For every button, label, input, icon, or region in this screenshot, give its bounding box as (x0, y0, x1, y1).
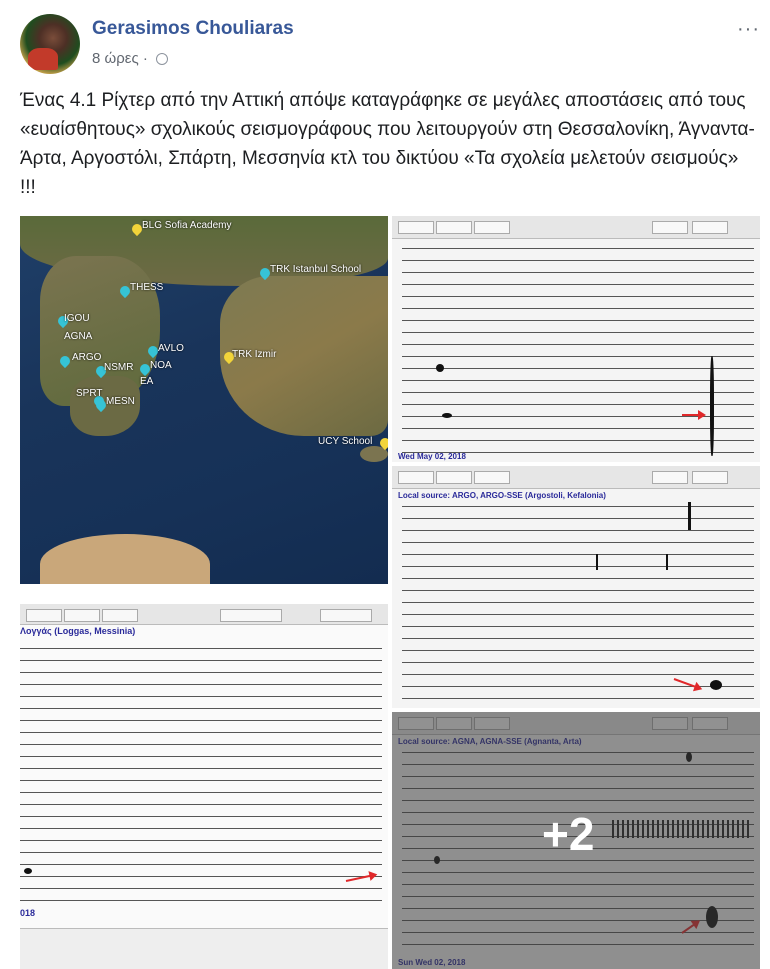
event-mark (596, 554, 598, 570)
post-text: Ένας 4.1 Ρίχτερ από την Αττική απόψε καταγράφηκε σε μεγάλες αποστάσεις από τους «ευαίσθητους» σχολικούς σεισμογράφους που λειτουργούν στη Θεσσαλονίκη, Άγναντα-Άρτα, Αργοστόλι, Σπάρτη, Μεσσηνία κτλ του δικτύου «Τα σχολεία μελετούν σεισμούς» !!! (20, 90, 755, 198)
label-blg: BLG Sofia Academy (142, 220, 232, 231)
post-header (20, 12, 760, 74)
seismic-trace (20, 804, 382, 805)
label-thess: THESS (130, 282, 164, 293)
map-photo[interactable] (20, 216, 388, 584)
seismic-trace (402, 248, 754, 249)
seismic-trace (20, 828, 382, 829)
event-mark (442, 413, 452, 418)
event-mark (666, 554, 668, 570)
seismic-trace (402, 518, 754, 519)
toolbar-button[interactable] (692, 471, 728, 484)
label-argo: ARGO (72, 352, 102, 363)
seismic-trace (20, 708, 382, 709)
seismic-trace (402, 638, 754, 639)
seismic-trace (402, 614, 754, 615)
earthquake-signal (710, 680, 722, 690)
seismic-trace (402, 566, 754, 567)
seismogram-top[interactable] (392, 216, 760, 462)
seismic-trace (402, 440, 754, 441)
seismic-trace (402, 662, 754, 663)
seismogram-loggas[interactable] (20, 604, 388, 969)
land-africa (40, 534, 210, 584)
seismic-trace (402, 380, 754, 381)
seismic-trace (20, 840, 382, 841)
seismic-trace (402, 698, 754, 699)
seismic-trace (20, 792, 382, 793)
red-arrow (682, 414, 704, 416)
seismic-trace (402, 578, 754, 579)
label-mesn: MESN (106, 396, 135, 407)
seismic-trace (20, 744, 382, 745)
seismic-trace (20, 672, 382, 673)
event-mark (24, 868, 32, 874)
seismic-trace (20, 876, 382, 877)
seismic-trace (20, 660, 382, 661)
seismic-trace (402, 530, 754, 531)
seismic-trace (402, 542, 754, 543)
event-mark (436, 364, 444, 372)
seismic-trace (402, 296, 754, 297)
seismic-trace (20, 696, 382, 697)
seismic-trace (402, 284, 754, 285)
seismic-trace (20, 816, 382, 817)
seismic-trace (402, 368, 754, 369)
toolbar-button[interactable] (320, 609, 372, 622)
seismic-trace (20, 720, 382, 721)
label-sprt: SPRT (76, 388, 103, 399)
toolbar-button[interactable] (692, 221, 728, 234)
toolbar-button[interactable] (436, 471, 472, 484)
toolbar-button[interactable] (102, 609, 138, 622)
seismo-toolbar (392, 466, 760, 489)
seismic-trace (402, 590, 754, 591)
seismic-trace (402, 308, 754, 309)
more-options-button[interactable]: ··· (737, 18, 760, 40)
toolbar-button[interactable] (220, 609, 282, 622)
red-arrow (346, 874, 376, 882)
seismic-trace (20, 888, 382, 889)
seismic-trace (402, 650, 754, 651)
toolbar-button[interactable] (652, 221, 688, 234)
toolbar-button[interactable] (436, 221, 472, 234)
seismic-trace (402, 554, 754, 555)
seismic-trace (20, 900, 382, 901)
seismo-source-argo: Local source: ARGO, ARGO-SSE (Argostoli, Kefalonia) (398, 491, 606, 500)
seismic-trace (20, 852, 382, 853)
red-arrow (674, 678, 701, 689)
seismic-trace (20, 780, 382, 781)
seismic-trace (20, 756, 382, 757)
label-igou: IGOU (64, 313, 90, 324)
toolbar-button[interactable] (474, 221, 510, 234)
seismic-trace (402, 404, 754, 405)
post-time[interactable]: 8 ώρες · (92, 50, 148, 67)
toolbar-button[interactable] (64, 609, 100, 622)
seismic-trace (20, 648, 382, 649)
label-agna: AGNA (64, 331, 93, 342)
author-name[interactable]: Gerasimos Chouliaras (92, 18, 294, 39)
post-meta (92, 50, 168, 67)
toolbar-button[interactable] (474, 471, 510, 484)
photo-grid (20, 216, 770, 969)
seismic-trace (20, 732, 382, 733)
label-trk-izmir: TRK Izmir (232, 349, 277, 360)
seismic-trace (20, 684, 382, 685)
seismo-year-loggas: 018 (20, 908, 36, 918)
toolbar-button[interactable] (26, 609, 62, 622)
seismic-trace (402, 320, 754, 321)
seismic-trace (402, 272, 754, 273)
time-axis (20, 928, 388, 969)
seismic-trace (402, 260, 754, 261)
label-ea: EA (140, 376, 154, 387)
seismo-source-loggas: Λογγάς (Loggas, Messinia) (20, 626, 136, 636)
seismic-trace (402, 356, 754, 357)
seismic-trace (402, 626, 754, 627)
seismic-trace (402, 602, 754, 603)
label-trk-istanbul: TRK Istanbul School (270, 264, 362, 275)
label-noa: NOA (150, 360, 172, 371)
seismic-trace (402, 428, 754, 429)
avatar[interactable] (20, 14, 80, 74)
seismogram-agna[interactable] (392, 712, 760, 969)
seismic-trace (402, 332, 754, 333)
event-mark (688, 502, 691, 530)
label-avlo: AVLO (158, 343, 184, 354)
seismo-toolbar (392, 216, 760, 239)
seismic-trace (20, 864, 382, 865)
more-photos-count[interactable]: +2 (542, 808, 595, 860)
globe-icon (156, 53, 168, 65)
seismogram-argo[interactable] (392, 466, 760, 708)
toolbar-button[interactable] (398, 221, 434, 234)
seismic-trace (20, 768, 382, 769)
label-ucy: UCY School (318, 436, 373, 447)
earthquake-signal (710, 356, 714, 456)
toolbar-button[interactable] (652, 471, 688, 484)
toolbar-button[interactable] (398, 471, 434, 484)
seismic-trace (402, 506, 754, 507)
seismic-trace (402, 344, 754, 345)
seismic-trace (402, 674, 754, 675)
label-nsmr: NSMR (104, 362, 134, 373)
seismo-date-top: Wed May 02, 2018 (398, 452, 466, 461)
seismo-toolbar (20, 604, 388, 625)
seismic-trace (402, 392, 754, 393)
